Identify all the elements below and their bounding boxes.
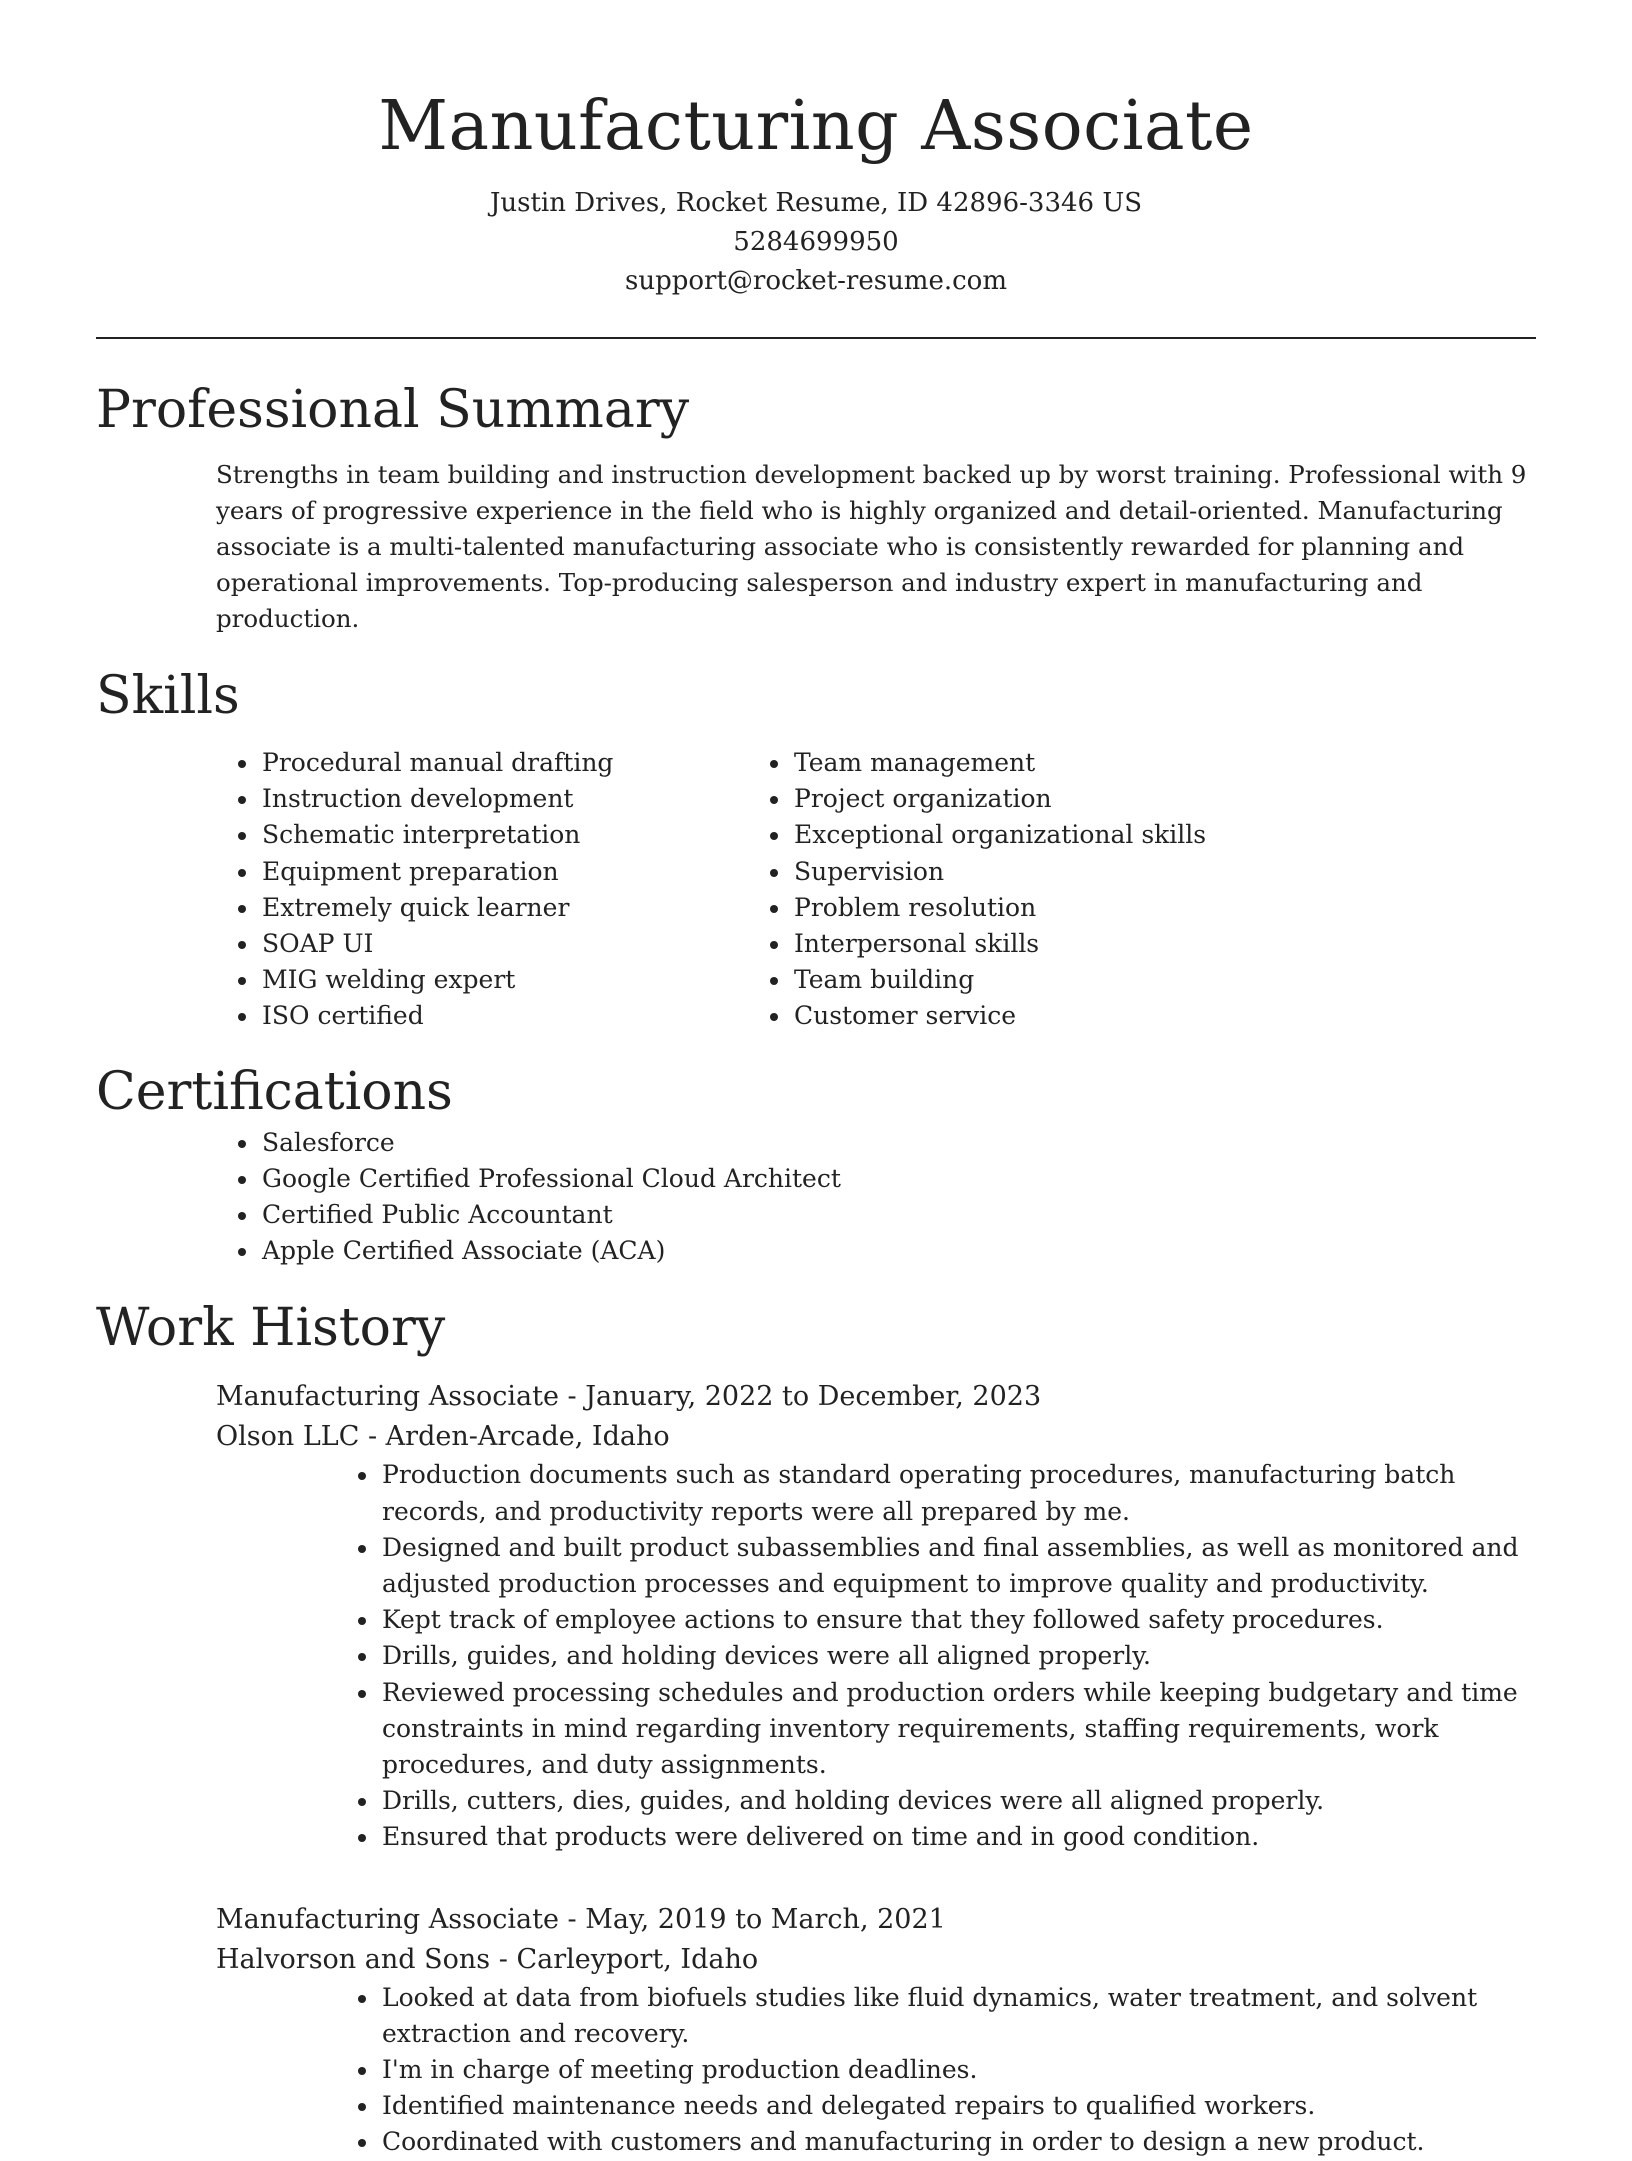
contact-info xyxy=(96,184,1536,301)
resume-header xyxy=(96,0,1536,301)
job-role: Manufacturing Associate xyxy=(216,1381,559,1413)
job-bullet: • Designed and built product subassemblies and final assemblies, as well as monitored and adjusted production processes and equipment to improve quality and productivity. xyxy=(380,1530,1536,1602)
skill-item: • Project organization xyxy=(792,781,1206,817)
job-bullet: • I'm in charge of meeting production deadlines. xyxy=(380,2052,1536,2088)
job-bullet: • Looked at data from biofuels studies like fluid dynamics, water treatment, and solvent extraction and recovery. xyxy=(380,1980,1536,2052)
certification-item: • Apple Certified Associate (ACA) xyxy=(260,1233,1536,1269)
job-dates: January, 2022 to December, 2023 xyxy=(585,1381,1042,1413)
certification-item: • Salesforce xyxy=(260,1125,1536,1161)
job-company: Olson LLC xyxy=(216,1421,360,1453)
job-bullet: • Reviewed processing schedules and production orders while keeping budgetary and time constraints in mind regarding inventory requirements, staffing requirements, work procedures, and duty assignments. xyxy=(380,1675,1536,1784)
certification-item: • Google Certified Professional Cloud Architect xyxy=(260,1161,1536,1197)
skill-item: • ISO certified xyxy=(260,998,746,1034)
skill-item: • Customer service xyxy=(792,998,1206,1034)
candidate-title: Manufacturing Associate xyxy=(378,87,1254,166)
job-bullet: • Coordinated with customers and manufacturing in order to design a new product. xyxy=(380,2124,1536,2160)
certifications-list xyxy=(96,1125,1536,1270)
summary-heading: Professional Summary xyxy=(96,380,690,440)
job-company-line xyxy=(216,1940,1536,1980)
job-bullet: • Production documents such as standard operating procedures, manufacturing batch records, and productivity reports were all prepared by me. xyxy=(380,1457,1536,1529)
job-bullet: • Ensured that products were delivered on time and in good condition. xyxy=(380,1819,1536,1855)
skills-list-left xyxy=(96,745,746,1035)
summary-text: Strengths in team building and instruction development backed up by worst training. Professional with 9 years of progressive experience in the field who is highly organized and detail-oriented. Manufacturing associate is a multi-talented manufacturing associate who is consistently rewarded for planning and operational improvements. Top-producing salesperson and industry expert in manufacturing and production. xyxy=(216,460,1527,633)
skill-item: • Procedural manual drafting xyxy=(260,745,746,781)
job-role-line xyxy=(216,1900,1536,1940)
job-location: Carleyport, Idaho xyxy=(516,1943,759,1975)
job-bullets xyxy=(216,1457,1536,1855)
skill-item: • Schematic interpretation xyxy=(260,817,746,853)
job-bullets xyxy=(216,1980,1536,2161)
skill-item: • Equipment preparation xyxy=(260,854,746,890)
skill-item: • MIG welding expert xyxy=(260,962,746,998)
skill-item: • Team building xyxy=(792,962,1206,998)
contact-address: Justin Drives, Rocket Resume, ID 42896-3346 US xyxy=(489,188,1143,218)
skill-item: • Supervision xyxy=(792,854,1206,890)
job-entry xyxy=(216,1900,1536,2161)
contact-email: support@rocket-resume.com xyxy=(624,266,1007,296)
job-bullet: • Drills, guides, and holding devices were all aligned properly. xyxy=(380,1638,1536,1674)
skill-item: • SOAP UI xyxy=(260,926,746,962)
skill-item: • Extremely quick learner xyxy=(260,890,746,926)
job-entry xyxy=(216,1377,1536,1855)
skill-item: • Interpersonal skills xyxy=(792,926,1206,962)
work-history-heading: Work History xyxy=(96,1298,446,1359)
job-company: Halvorson and Sons xyxy=(216,1943,491,1975)
contact-phone: 5284699950 xyxy=(733,227,899,257)
separator: - xyxy=(359,1421,386,1453)
job-dates: May, 2019 to March, 2021 xyxy=(585,1903,946,1935)
certification-item: • Certified Public Accountant xyxy=(260,1197,1536,1233)
skill-item: • Instruction development xyxy=(260,781,746,817)
job-bullet: • Identified maintenance needs and delegated repairs to qualified workers. xyxy=(380,2088,1536,2124)
skill-item: • Exceptional organizational skills xyxy=(792,817,1206,853)
certifications-heading: Certifications xyxy=(96,1061,453,1122)
job-role-line xyxy=(216,1377,1536,1417)
header-divider xyxy=(96,337,1536,339)
skills-columns xyxy=(96,745,1536,1035)
job-bullet: • Drills, cutters, dies, guides, and holding devices were all aligned properly. xyxy=(380,1783,1536,1819)
skill-item: • Problem resolution xyxy=(792,890,1206,926)
skill-item: • Team management xyxy=(792,745,1206,781)
job-location: Arden-Arcade, Idaho xyxy=(385,1421,670,1453)
job-bullet: • Kept track of employee actions to ensure that they followed safety procedures. xyxy=(380,1602,1536,1638)
separator: - xyxy=(558,1903,586,1935)
skills-heading: Skills xyxy=(96,666,240,726)
separator: - xyxy=(558,1381,586,1413)
separator: - xyxy=(490,1943,517,1975)
job-role: Manufacturing Associate xyxy=(216,1903,559,1935)
skills-list-right xyxy=(746,745,1206,1035)
job-company-line xyxy=(216,1417,1536,1457)
